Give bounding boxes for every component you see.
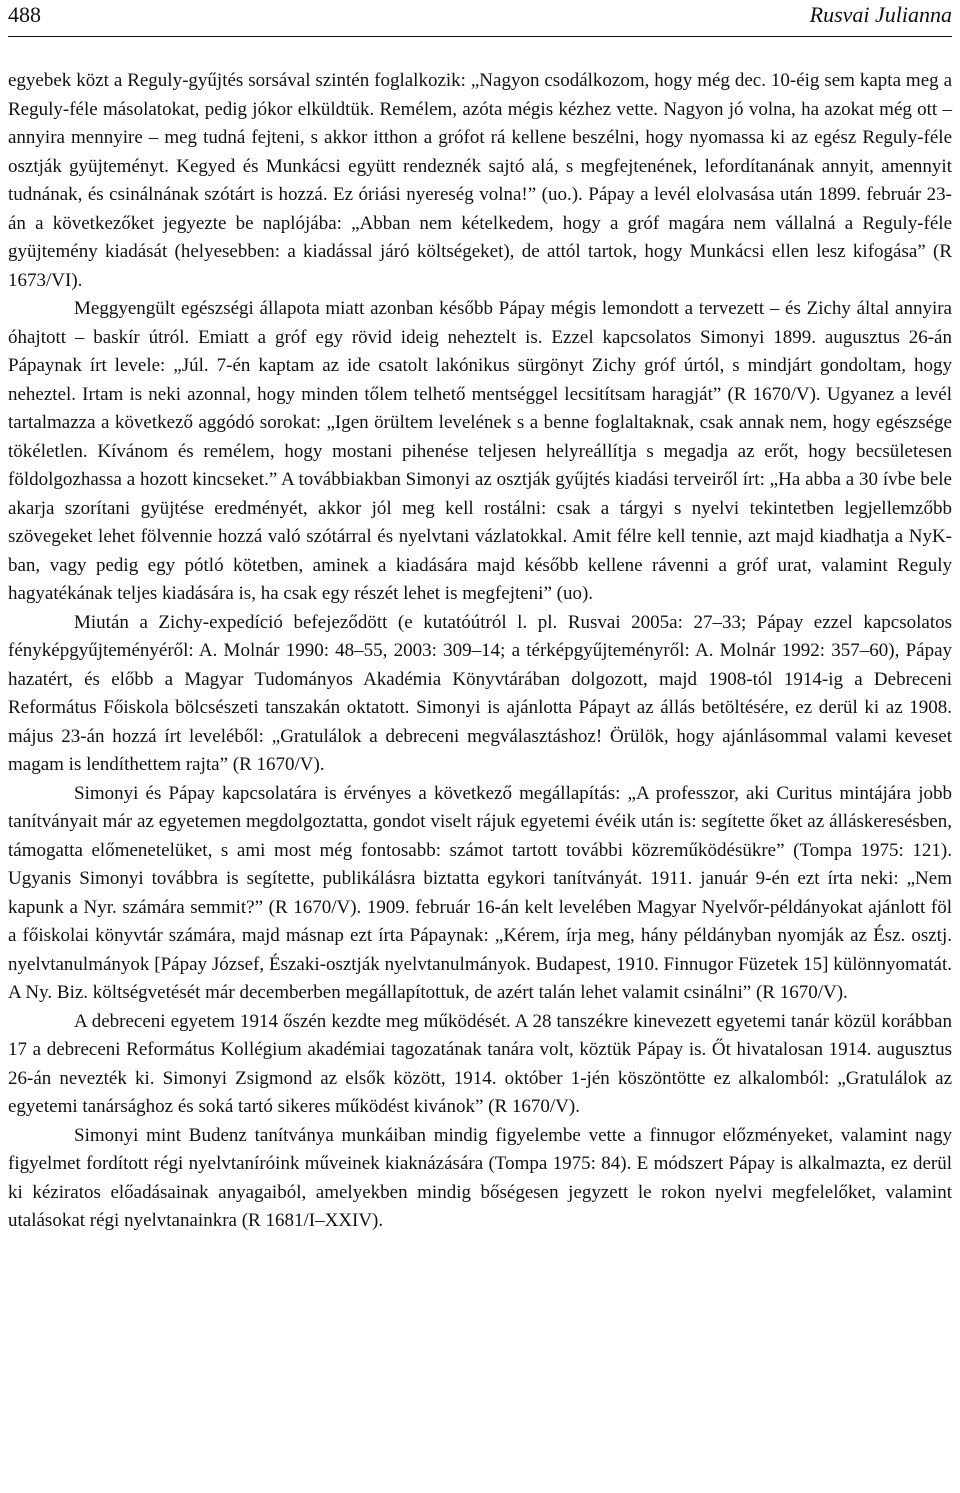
page-header <box>8 0 952 37</box>
document-page <box>8 0 952 1236</box>
body-text <box>8 67 952 1236</box>
paragraph-5: A debreceni egyetem 1914 őszén kezdte meg működését. A 28 tanszékre kinevezett egyetemi tanár közül korábban 17 a debreceni Református Kollégium akadémiai tagozatának tanára volt, köztük Pápay is. Őt hivatalosan 1914. augusztus 26-án nevezték ki. Simonyi Zsigmond az elsők között, 1914. október 1-jén köszöntötte ez alkalomból: „Gratulálok az egyetemi tanársághoz és soká tartó sikeres működést kivánok” (R 1670/V). <box>8 1010 952 1117</box>
paragraph-1: egyebek közt a Reguly-gyűjtés sorsával szintén foglalkozik: „Nagyon csodálkozom, hogy még dec. 10-éig sem kapta meg a Reguly-féle másolatokat, pedig jókor elküldtük. Remélem, azóta mégis kézhez vette. Nagyon jó volna, ha azokat még ott – annyira mennyire – meg tudná fejteni, s akkor itthon a grófot rá kellene beszélni, hogy nyomassa ki az egész Reguly-féle osztják gyüjteményt. Kegyed és Munkácsi együtt rendeznék sajtó alá, s megfejtenének, lefordítanának annyit, amennyit tudnának, és csinálnának szótárt is hozzá. Ez óriási nyereség volna!” (uo.). Pápay a levél elolvasása után 1899. február 23-án a következőket jegyezte be naplójába: „Abban nem kételkedem, hogy a gróf magára nem vállalná a Reguly-féle gyüjtemény kiadását (helyesebben: a kiadással járó költségeket), de attól tartok, hogy Munkácsi ellen lesz kifogása” (R 1673/VI). <box>8 70 952 291</box>
paragraph-4: Simonyi és Pápay kapcsolatára is érvényes a következő megállapítás: „A professzor, aki Curitus mintájára jobb tanítványait már az egyetemen megdolgoztatta, gondot viselt rájuk egyetemi évéik után is: segítette őket az álláskeresésben, támogatta előmenetelüket, s ami most még fontosabb: számot tartott további közreműködésükre” (Tompa 1975: 121). Ugyanis Simonyi továbbra is segítette, publikálásra biztatta egykori tanítványát. 1911. január 9-én ezt írta neki: „Nem kapunk a Nyr. számára semmit?” (R 1670/V). 1909. február 16-án kelt levelében Magyar Nyelvőr-példányokat ajánlott föl a főiskolai könyvtár számára, majd másnap ezt írta Pápaynak: „Kérem, írja meg, hány példányban nyomják az Ész. osztj. nyelvtanulmányok [Pápay József, Északi-osztják nyelvtanulmányok. Budapest, 1910. Finnugor Füzetek 15] különnyomatát. A Ny. Biz. költségvetését már decemberben megállapítottuk, de azért talán lehet valamit csinálni” (R 1670/V). <box>8 782 952 1003</box>
page-number: 488 <box>8 2 41 27</box>
paragraph-3: Miután a Zichy-expedíció befejeződött (e kutatóútról l. pl. Rusvai 2005a: 27–33; Pápay ezzel kapcsolatos fényképgyűjteményéről: A. Molnár 1990: 48–55, 2003: 309–14; a térképgyűjteményről: A. Molnár 1992: 357–60), Pápay hazatért, és előbb a Magyar Tudományos Akadémia Könyvtárában dolgozott, majd 1908-tól 1914-ig a Debreceni Református Főiskola bölcsészeti tanszakán oktatott. Simonyi is ajánlotta Pápayt az állás betöltésére, ez derül ki az 1908. május 23-án hozzá írt leveléből: „Gratulálok a debreceni megválasztáshoz! Örülök, hogy ajánlásommal valami keveset magam is lendíthettem rajta” (R 1670/V). <box>8 611 952 775</box>
paragraph-6: Simonyi mint Budenz tanítványa munkáiban mindig figyelembe vette a finnugor előzményeket, valamint nagy figyelmet fordított régi nyelvtaníróink műveinek kiaknázására (Tompa 1975: 84). E módszert Pápay is alkalmazta, ez derül ki kéziratos előadásainak anyagaiból, amelyekben mindig bőségesen jegyzett le rokon nyelvi megfelelőket, valamint utalásokat régi nyelvtanainkra (R 1681/I–XXIV). <box>8 1124 952 1231</box>
running-head-author: Rusvai Julianna <box>809 2 952 27</box>
paragraph-2: Meggyengült egészségi állapota miatt azonban később Pápay mégis lemondott a tervezett – és Zichy által annyira óhajtott – baskír útról. Emiatt a gróf egy rövid ideig neheztelt is. Ezzel kapcsolatos Simonyi 1899. augusztus 26-án Pápaynak írt levele: „Júl. 7-én kaptam az ide csatolt lakónikus sürgönyt Zichy gróf úrtól, s mindjárt gondoltam, hogy neheztel. Irtam is neki azonnal, hogy minden tőlem telhető mentséggel lecsitítsam haragját” (R 1670/V). Ugyanez a levél tartalmazza a következő aggódó sorokat: „Igen örültem levelének s a benne foglaltaknak, csak annak nem, hogy egészsége tökéletlen. Kívánom és remélem, hogy mostani pihenése teljesen helyreállítja s megadja az erőt, hogy becsületesen földolgozhassa a hozott kincseket.” A továbbiakban Simonyi az osztják gyűjtés kiadási terveiről írt: „Ha abba a 30 ívbe bele akarja szorítani gyüjtése eredményét, akkor jól meg kell rostálni: csak a tárgyi s nyelvi tekintetben legjellemzőbb szövegeket lehet fölvennie hozzá való szótárral és nyelvtani vázlatokkal. Amit félre kell tennie, azt majd kiadhatja a NyK-ban, vagy pedig egy pótló kötetben, aminek a kiadására majd később kellene rávenni a gróf urat, valamint Reguly hagyatékának teljes kiadására is, ha csak egy részét lehet is megfejteni” (uo). <box>8 298 952 604</box>
